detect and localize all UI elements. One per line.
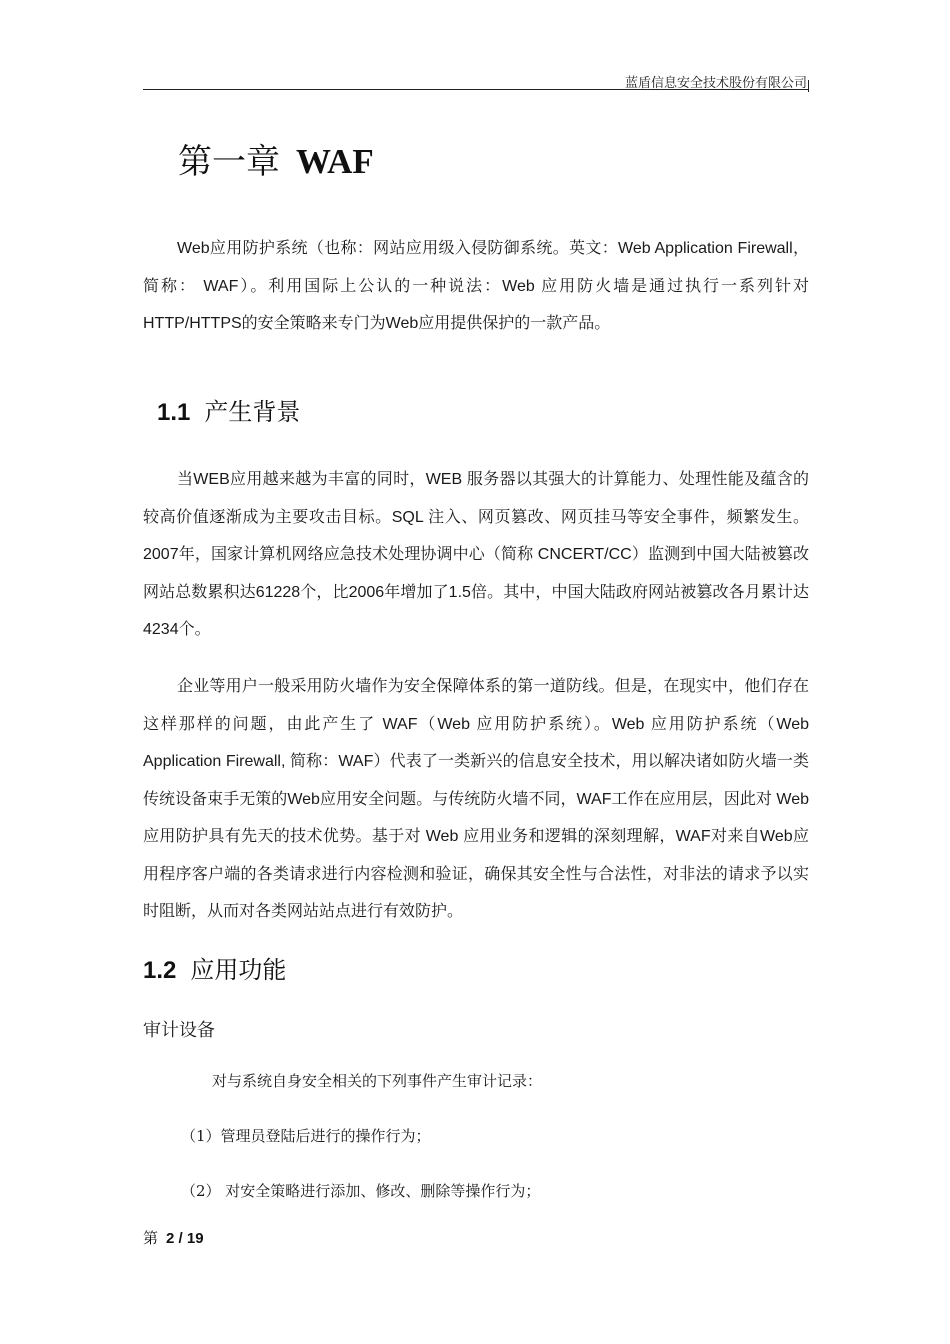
list-item: （2） 对安全策略进行添加、修改、删除等操作行为； (181, 1182, 541, 1200)
intro-paragraph: Web应用防护系统（也称：网站应用级入侵防御系统。英文：Web Application Firewall，简称： WAF）。利用国际上公认的一种说法：Web 应用防火墙是通过执行一系列针对HTTP/HTTPS的安全策略来专门为Web应用提供保护的一款产品。 (143, 240, 809, 332)
chapter-title (178, 134, 374, 183)
background-paragraph-2: 企业等用户一般采用防火墙作为安全保障体系的第一道防线。但是，在现实中，他们存在这样那样的问题，由此产生了 WAF（Web 应用防护系统）。Web 应用防护系统（Web Application Firewall, 简称：WAF）代表了一类新兴的信息安全技术，用以解决诸如防火墙一类传统设备束手无策的Web应用安全问题。与传统防火墙不同，WAF工作在应用层，因此对 Web 应用防护具有先天的技术优势。基于对 Web 应用业务和逻辑的深刻理解，WAF对来自Web应用程序客户端的各类请求进行内容检测和验证，确保其安全性与合法性，对非法的请求予以实时阻断，从而对各类网站站点进行有效防护。 (143, 678, 809, 920)
section-title: 产生背景 (204, 399, 301, 426)
chapter-prefix: 第一章 (178, 142, 280, 182)
background-paragraph-1: 当WEB应用越来越为丰富的同时，WEB 服务器以其强大的计算能力、处理性能及蕴含的较高价值逐渐成为主要攻击目标。SQL 注入、网页篡改、网页挂马等安全事件，频繁发生。2007年，国家计算机网络应急技术处理协调中心（简称 CNCERT/CC）监测到中国大陆被篡改网站总数累积达61228个，比2006年增加了1.5倍。其中，中国大陆政府网站被篡改各月累计达4234个。 (143, 471, 809, 638)
chapter-name: WAF (296, 142, 374, 181)
section-heading-1-2 (143, 950, 286, 985)
section-title: 应用功能 (190, 957, 287, 984)
section-number: 1.2 (143, 957, 177, 984)
footer-prefix: 第 (143, 1229, 159, 1247)
section-number: 1.1 (157, 399, 191, 426)
page-number: 2 / 19 (166, 1230, 204, 1247)
header-corner-mark (808, 80, 809, 92)
page-footer (143, 1227, 204, 1248)
header-company-name: 蓝盾信息安全技术股份有限公司 (624, 76, 807, 91)
list-item: （1）管理员登陆后进行的操作行为； (181, 1127, 431, 1145)
section-heading-1-1 (157, 392, 300, 427)
audit-intro-text: 对与系统自身安全相关的下列事件产生审计记录： (212, 1072, 543, 1090)
header-divider (143, 89, 809, 90)
subheading-audit-device: 审计设备 (143, 1020, 215, 1041)
